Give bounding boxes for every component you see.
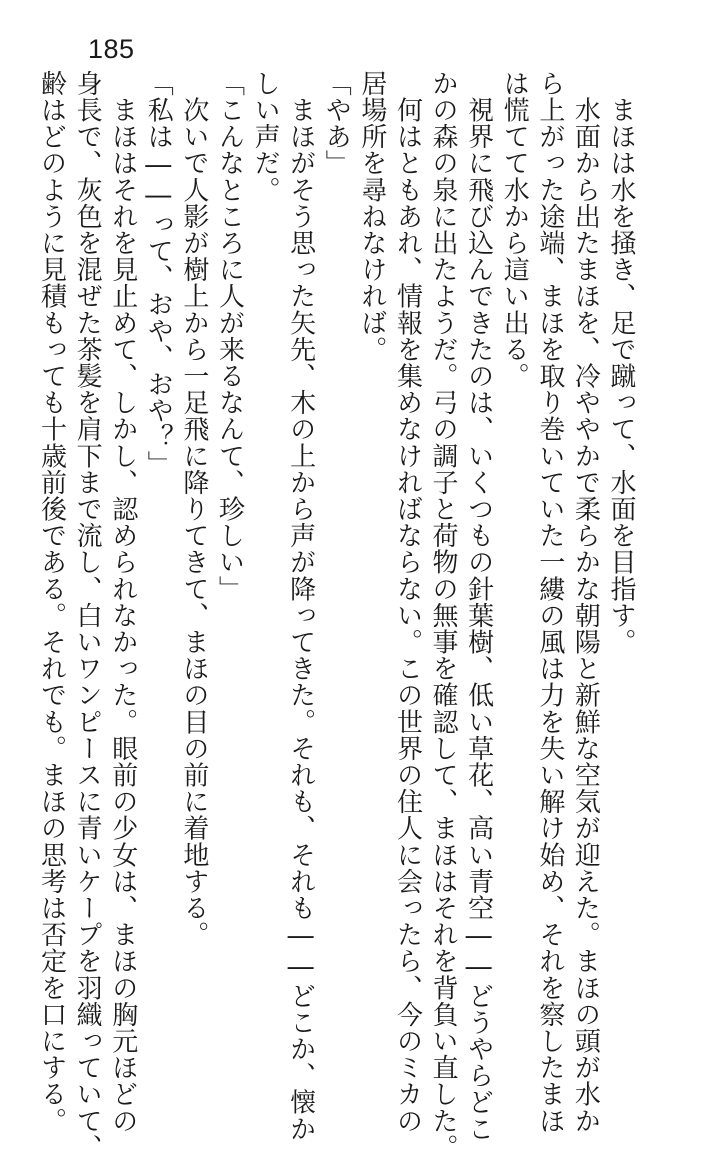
page-number: 185 [88,34,135,64]
text-line: 視界に飛び込んできたのは、いくつもの針葉樹、低い草花、高い青空――どうやらどこ [463,70,494,1142]
text-line: 「やあ」 [321,70,352,177]
text-line: 身長で、灰色を混ぜた茶髪を肩下まで流し、白いワンピースに青いケープを羽織っていて、 [72,70,103,1161]
text-line: は慌てて水から這い出る。 [499,70,530,390]
text-line: 齢はどのように見積もっても十歳前後である。それでも。まほの思考は否定を口にする。 [36,70,67,1134]
text-line: 居場所を尋ねなければ。 [356,70,387,363]
text-line: 何はともあれ、情報を集めなければならない。この世界の住人に会ったら、今のミカの [392,70,423,1134]
text-line: 水面から出たまほを、冷ややかで柔らかな朝陽と新鮮な空気が迎えた。まほの頭が水か [570,70,601,1134]
text-line: 次いで人影が樹上から一足飛に降りてきて、まほの目の前に着地する。 [178,70,209,948]
text-line: まほはそれを見止めて、しかし、認められなかった。眼前の少女は、まほの胸元ほどの [107,70,138,1134]
text-line: ら上がった途端、まほを取り巻いていた一縷の風は力を失い解け始め、それを察したまほ [534,70,565,1134]
text-line: 「私は――って、おや、おや？」 [143,70,174,477]
text-line: 「こんなところに人が来るなんて、珍しい」 [214,70,245,602]
body-text [33,70,638,1161]
text-line: まほがそう思った矢先、木の上から声が降ってきた。それも、それも――どこか、懐か [285,70,316,1142]
text-line: しい声だ。 [250,70,281,203]
text-line: まほは水を掻き、足で蹴って、水面を目指す。 [606,70,636,656]
text-line: かの森の泉に出たようだ。弓の調子と荷物の無事を確認して、まほはそれを背負い直した。 [428,70,459,1161]
